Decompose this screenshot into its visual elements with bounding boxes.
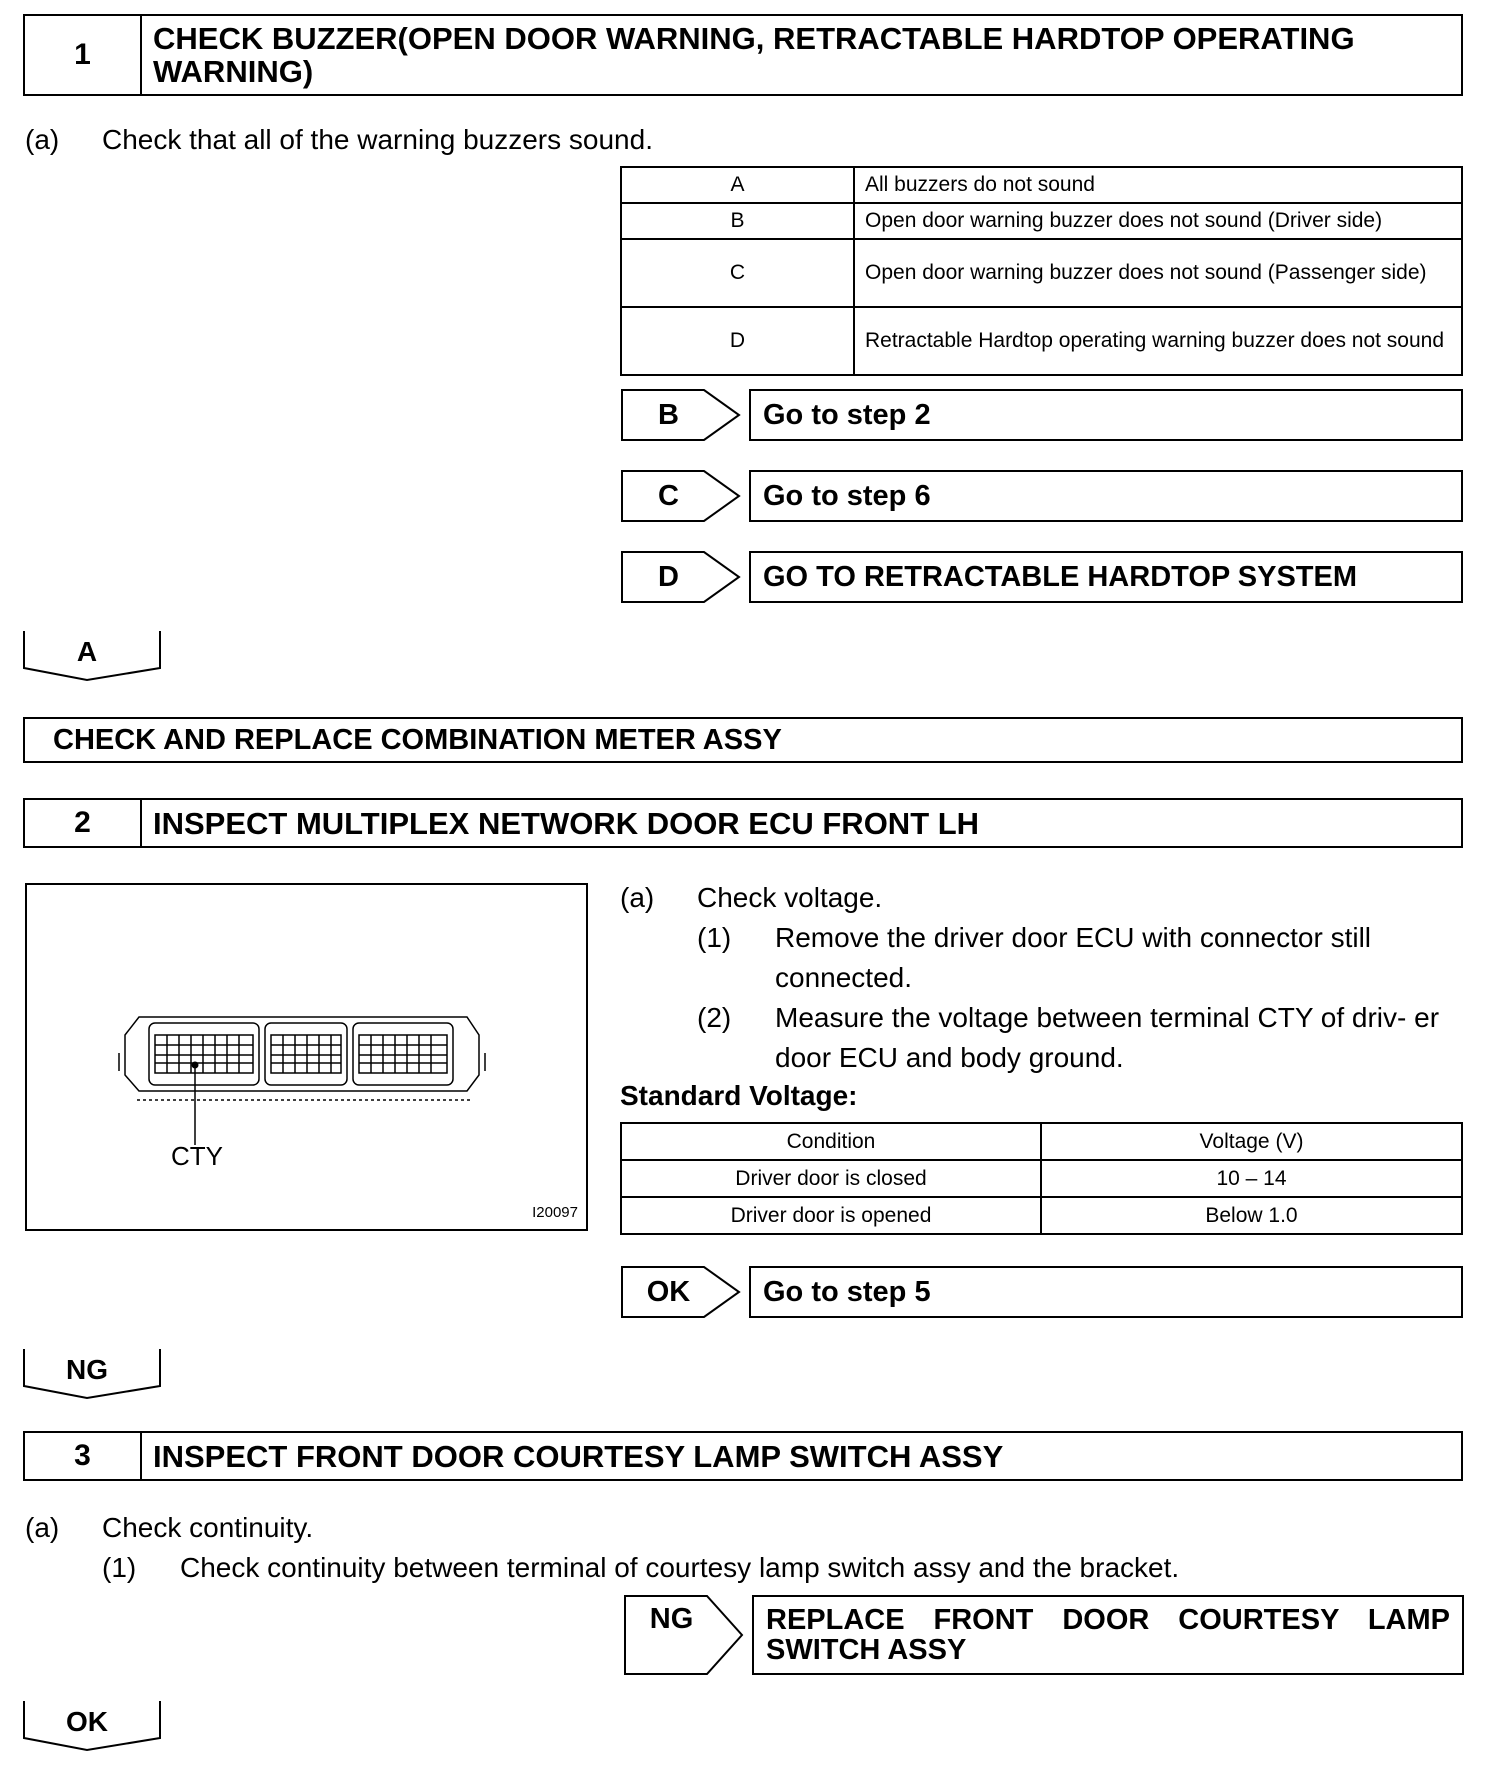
step-title: CHECK BUZZER(OPEN DOOR WARNING, RETRACTABLE HARDTOP OPERATING WARNING) [153,21,1355,89]
step-number: 2 [25,800,142,846]
step-1-header [23,14,1463,96]
sub1-marker: (1) [102,1552,137,1583]
down-tab-label: OK [66,1706,108,1737]
down-tab-ng[interactable] [23,1348,163,1400]
standard-voltage-label: Standard Voltage: [620,1080,858,1111]
sub1-text: Remove the driver door ECU with connector still connected. [775,922,1372,993]
check-text: Check continuity. [102,1512,314,1543]
ecu-connector-icon [27,885,586,1229]
result-desc: All buzzers do not sound [854,167,1462,203]
voltage-cell: Below 1.0 [1041,1197,1462,1234]
figure-label: CTY [171,1141,223,1171]
branch-target [752,1595,1464,1675]
branch-label: B [658,398,679,431]
sub2-text: Measure the voltage between terminal CTY of driv- er door ECU and body ground. [775,1002,1440,1073]
branch-target: Go to step 6 [749,470,1463,522]
branch-c[interactable] [621,470,1463,522]
column-header: Condition [621,1123,1041,1160]
step-title: INSPECT FRONT DOOR COURTESY LAMP SWITCH ASSY [153,1438,1004,1474]
table-row [621,239,1462,307]
branch-target: Go to step 5 [749,1266,1463,1318]
step-title: INSPECT MULTIPLEX NETWORK DOOR ECU FRONT LH [153,805,980,841]
branch-target: Go to step 2 [749,389,1463,441]
result-desc: Open door warning buzzer does not sound (Driver side) [854,203,1462,239]
branch-b[interactable] [621,389,1463,441]
branch-target-line: SWITCH ASSY [766,1634,967,1666]
table-row [621,1160,1462,1197]
branch-d[interactable] [621,551,1463,603]
branch-target-line: REPLACE FRONT DOOR COURTESY LAMP [766,1604,1450,1636]
result-table [620,166,1463,376]
result-code: A [621,167,854,203]
down-tab-a[interactable] [23,630,163,682]
step-number: 1 [25,16,142,94]
action-bar: CHECK AND REPLACE COMBINATION METER ASSY [23,717,1463,763]
check-marker: (a) [620,882,655,913]
result-desc: Retractable Hardtop operating warning buzzer does not sound [854,307,1462,375]
table-header-row [621,1123,1462,1160]
ecu-connector-figure [25,883,588,1231]
branch-label: C [658,479,679,512]
down-tab-label: NG [66,1354,108,1385]
check-text: Check voltage. [697,882,883,913]
cty-terminal [192,1062,199,1069]
voltage-cell: 10 – 14 [1041,1160,1462,1197]
result-code: D [621,307,854,375]
down-tab-ok[interactable] [23,1700,163,1752]
branch-label: NG [649,1603,694,1635]
step-number: 3 [25,1433,142,1479]
result-code: C [621,239,854,307]
check-marker: (a) [25,1512,60,1543]
sub1-marker: (1) [697,922,732,953]
table-row [621,167,1462,203]
instruction-text: Check that all of the warning buzzers sound. [102,124,653,155]
step-2-header [23,798,1463,848]
sub2-marker: (2) [697,1002,732,1033]
result-desc: Open door warning buzzer does not sound (Passenger side) [854,239,1462,307]
condition-cell: Driver door is opened [621,1197,1041,1234]
column-header: Voltage (V) [1041,1123,1462,1160]
voltage-table [620,1122,1463,1235]
branch-target: GO TO RETRACTABLE HARDTOP SYSTEM [749,551,1463,603]
table-row [621,307,1462,375]
branch-ng[interactable] [624,1595,1464,1675]
instruction-marker: (a) [25,124,60,155]
step-3-header [23,1431,1463,1481]
result-code: B [621,203,854,239]
branch-ok[interactable] [621,1266,1463,1318]
table-row [621,1197,1462,1234]
table-row [621,203,1462,239]
figure-code: I20097 [532,1204,578,1221]
branch-label: D [658,560,679,593]
sub1-text: Check continuity between terminal of courtesy lamp switch assy and the bracket. [180,1552,1180,1583]
condition-cell: Driver door is closed [621,1160,1041,1197]
branch-label: OK [646,1275,691,1308]
down-tab-label: A [76,636,98,667]
